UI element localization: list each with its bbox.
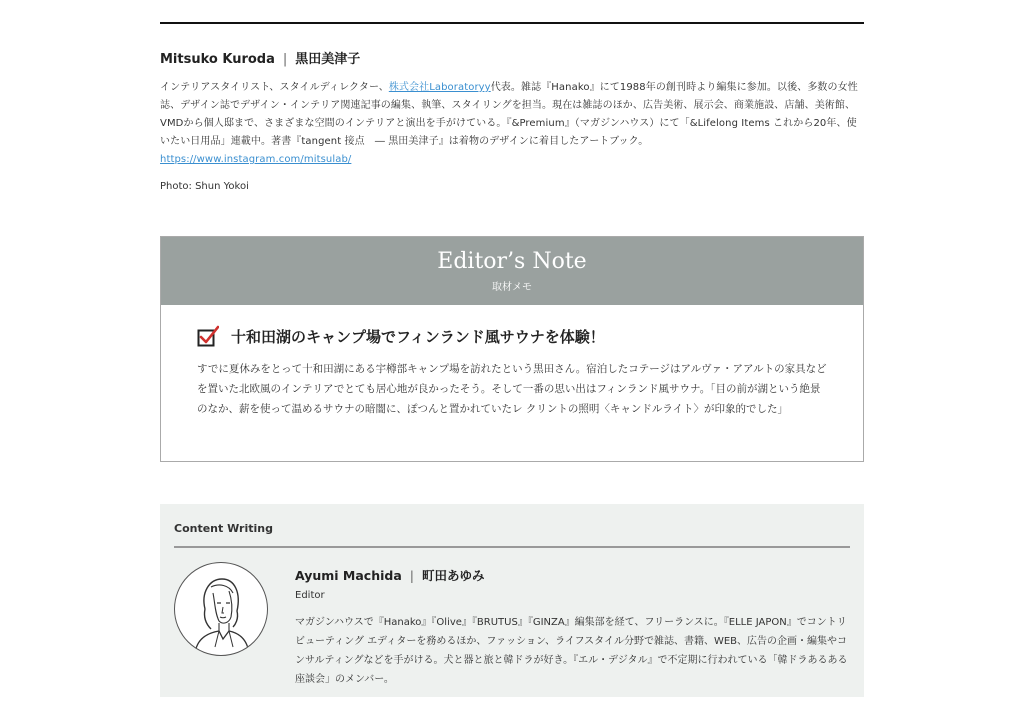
editors-note-body bbox=[161, 305, 863, 419]
photo-credit: Photo: Shun Yokoi bbox=[160, 181, 249, 192]
editors-note-header bbox=[161, 237, 863, 305]
editors-note-heading-row bbox=[197, 325, 827, 347]
red-checkbox-icon bbox=[197, 325, 219, 347]
content-writing-divider bbox=[174, 546, 850, 548]
profile-name-ja: 黒田美津子 bbox=[295, 52, 361, 67]
editors-note-box bbox=[160, 236, 864, 462]
name-separator: | bbox=[282, 52, 288, 67]
writer-portrait-illustration bbox=[175, 563, 267, 655]
editors-note-heading: 十和田湖のキャンプ場でフィンランド風サウナを体験！ bbox=[231, 327, 605, 346]
top-divider bbox=[160, 22, 864, 24]
instagram-link[interactable]: https://www.instagram.com/mitsulab/ bbox=[160, 154, 352, 165]
editors-note-subtitle: 取材メモ bbox=[492, 282, 532, 293]
profile-bio bbox=[160, 79, 864, 169]
company-link[interactable]: 株式会社Laboratoryy bbox=[388, 82, 491, 93]
content-writing-box bbox=[160, 504, 864, 697]
profile-name-en: Mitsuko Kuroda bbox=[160, 52, 275, 67]
editors-note-text: すでに夏休みをとって十和田湖にある宇樽部キャンプ場を訪れたという黒田さん。宿泊したコテージはアルヴァ・アアルトの家具などを置いた北欧風のインテリアでとても居心地が良かったそう。そして一番の思い出はフィンランド風サウナ。「目の前が湖という絶景のなか、薪を使って温めるサウナの暗闇に、ぽつんと置かれていたレ クリントの照明〈キャンドルライト〉が印象的でした」 bbox=[197, 363, 827, 415]
writer-name-ja: 町田あゆみ bbox=[422, 568, 485, 583]
profile-name bbox=[160, 48, 864, 67]
content-writing-label: Content Writing bbox=[174, 522, 273, 535]
profile-bio-part1: インテリアスタイリスト、スタイルディレクター、 bbox=[160, 82, 389, 93]
writer-name-en: Ayumi Machida bbox=[295, 568, 402, 583]
writer-role: Editor bbox=[295, 590, 325, 601]
profile-bio-part2: 代表。雑誌『Hanako』にて1988年の創刊時より編集に参加。以後、多数の女性誌、デザイン誌でデザイン・インテリア関連記事の編集、執筆、スタイリングを担当。現在は雑誌のほか、広告美術、展示会、商業施設、店舗、美術館、VMDから個人邸まで、さまざまな空間のインテリアと演出を手がけている。『&Premium』（マガジンハウス）にて「&Lifelong Items これから20年、使いたい日用品」連載中。著書『tangent 接点 ― 黒田美津子』は着物のデザインに着目したアートブック。 bbox=[160, 82, 858, 147]
writer-info bbox=[295, 566, 850, 689]
name-separator: | bbox=[409, 568, 415, 583]
writer-bio: マガジンハウスで『Hanako』『Olive』『BRUTUS』『GINZA』編集部を経て、フリーランスに。『ELLE JAPON』でコントリビューティング エディターを務めるほか、ファッション、ライフスタイル分野で雑誌、書籍、WEB、広告の企画・編集やコンサルティングなどを手がける。犬と器と旅と韓ドラが好き。『エル・デジタル』で不定期に行われている「韓ドラあるある座談会」のメンバー。 bbox=[295, 617, 848, 685]
editors-note-title: Editor’s Note bbox=[437, 249, 587, 274]
stylist-profile bbox=[160, 48, 864, 192]
writer-avatar bbox=[174, 562, 268, 656]
writer-name bbox=[295, 566, 850, 584]
